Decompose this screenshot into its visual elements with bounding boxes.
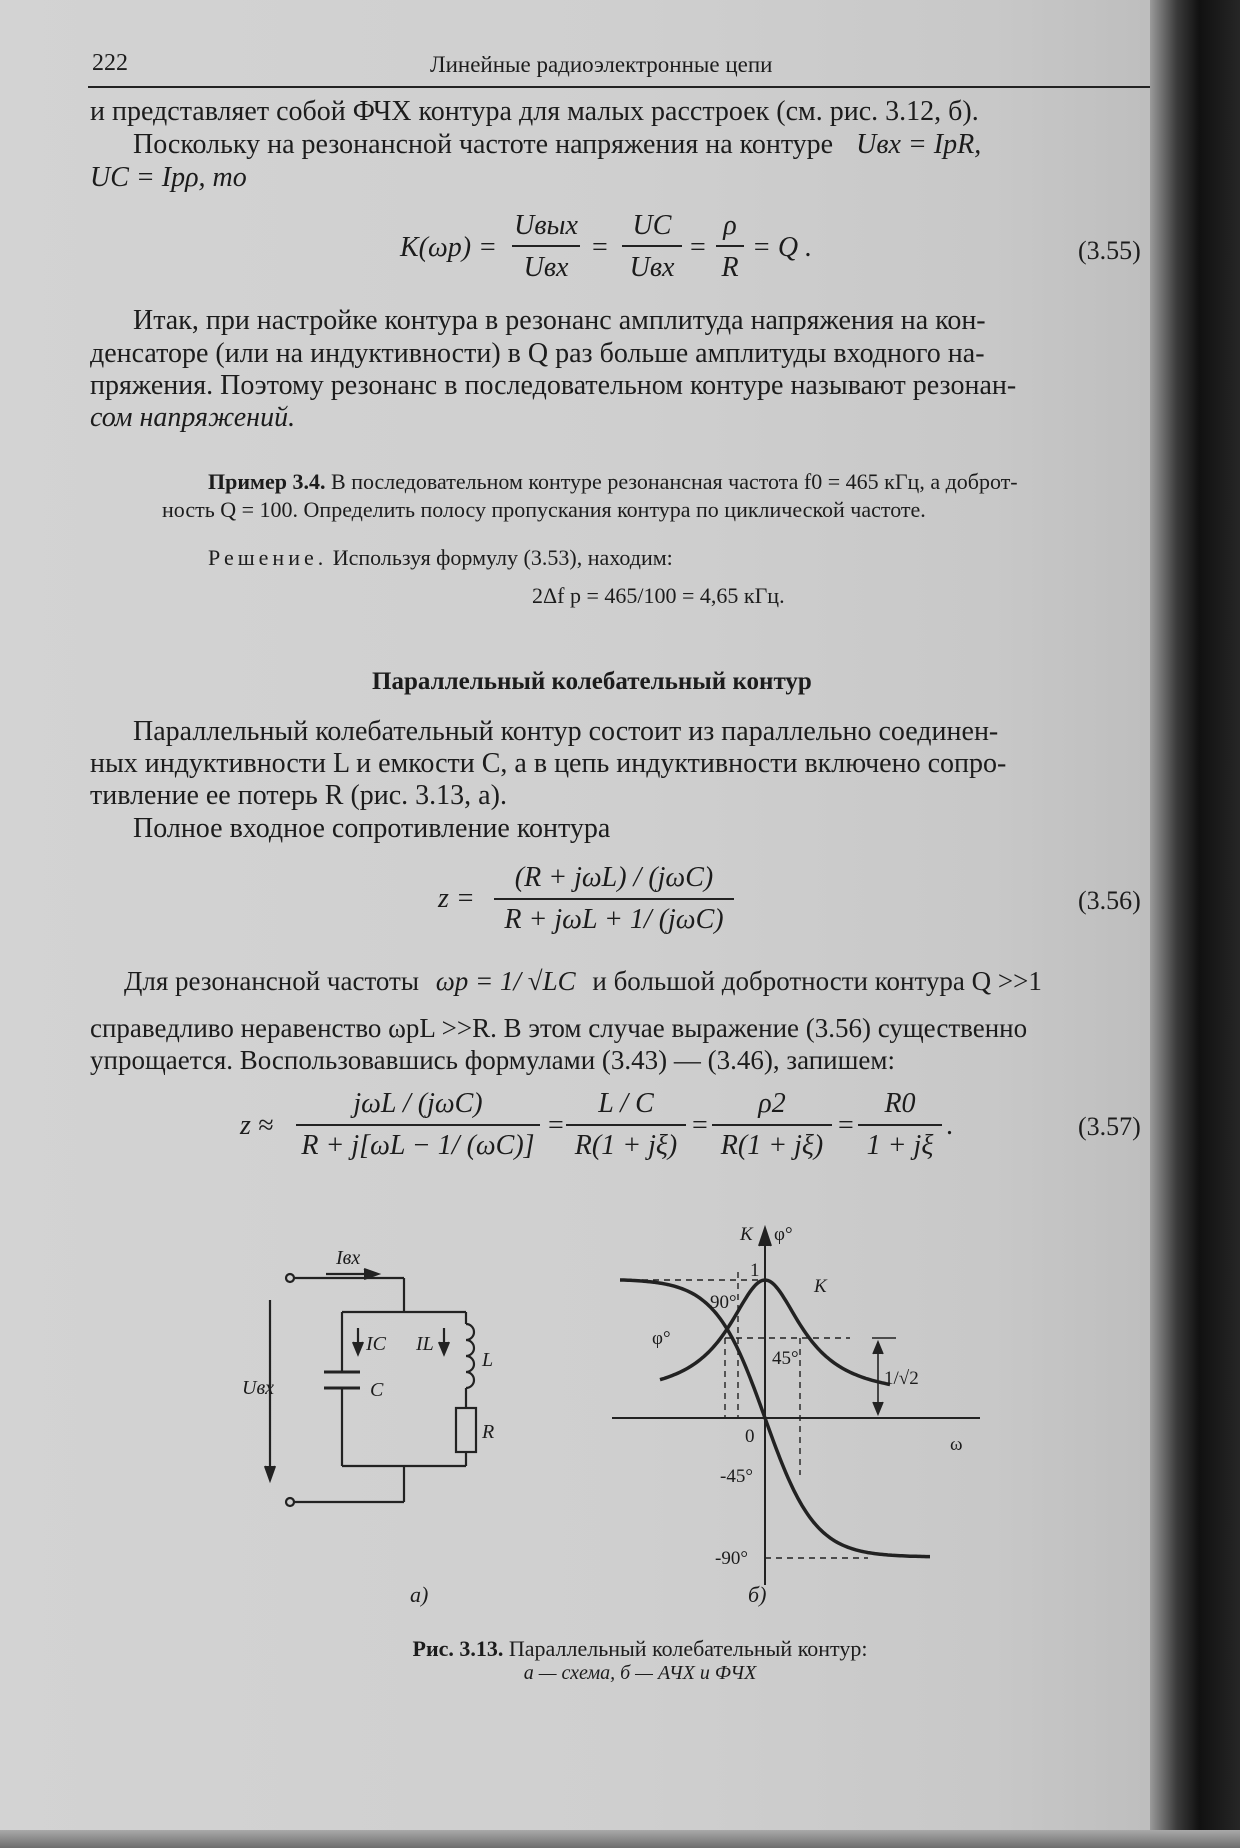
p2-line1: Итак, при настройке контура в резонанс амплитуда напряжения на кон- — [133, 305, 986, 336]
eq355-tail: = Q . — [752, 232, 813, 263]
p1-line2-text: Поскольку на резонансной частоте напряжения на контуре — [133, 129, 834, 160]
p3-line1-pre: Для резонансной частоты — [124, 966, 419, 996]
tick-0: 0 — [745, 1426, 755, 1447]
eq357-lhs: z ≈ — [240, 1110, 274, 1141]
eq357-f1-bar — [296, 1124, 540, 1126]
eq357-eq3: = — [838, 1110, 854, 1141]
inductor-coil — [466, 1324, 474, 1388]
eq357-f2-den: R(1 + jξ) — [574, 1130, 678, 1161]
label-k-curve: K — [814, 1276, 827, 1297]
axis-k-label: K — [740, 1224, 753, 1245]
section-p2: Полное входное сопротивление контура — [133, 813, 611, 844]
solution-text: Используя формулу (3.53), находим: — [332, 545, 673, 570]
label-45-deg: 45° — [772, 1348, 799, 1369]
eq357-f1-num: jωL / (jωC) — [353, 1088, 483, 1119]
example-label: Пример 3.4. — [208, 469, 326, 494]
eq355-number: (3.55) — [1078, 236, 1141, 265]
eq356-num: (R + jωL) / (jωC) — [514, 862, 714, 893]
label-inv-sqrt2: 1/√2 — [884, 1368, 919, 1389]
label-i-l: IL — [416, 1333, 434, 1355]
eq357-f4-bar — [858, 1124, 942, 1126]
p2-line3: пряжения. Поэтому резонанс в последовательном контуре называют резонан- — [90, 370, 1017, 401]
eq355-f3-bar — [716, 245, 744, 247]
circuit-diagram — [240, 1230, 500, 1530]
solution-line — [208, 544, 673, 571]
eq356-den: R + jωL + 1/ (jωC) — [504, 904, 724, 935]
eq356-number: (3.56) — [1078, 886, 1141, 915]
label-l: L — [482, 1349, 494, 1371]
p3-line1-post: и большой добротности контура Q >>1 — [592, 966, 1042, 996]
input-terminal-top — [286, 1274, 294, 1282]
eq355-eq2: = — [690, 232, 706, 263]
input-terminal-bottom — [286, 1498, 294, 1506]
eq357-f4-num: R0 — [884, 1088, 916, 1119]
eq357-number: (3.57) — [1078, 1112, 1141, 1141]
section-p1-line2: ных индуктивности L и емкости C, а в цепь индуктивности включено сопро- — [90, 748, 1007, 779]
eq357-eq2: = — [692, 1110, 708, 1141]
eq357-eq1: = — [548, 1110, 564, 1141]
eq356-bar — [494, 898, 734, 900]
eq357-f3-num: ρ2 — [758, 1088, 786, 1119]
eq355-f1-den: Uвх — [523, 252, 569, 283]
label-c: C — [370, 1379, 384, 1401]
example-line2: ность Q = 100. Определить полосу пропускания контура по циклической частоте. — [162, 497, 926, 522]
figure-caption — [290, 1636, 990, 1662]
eq355-f1-num: Uвых — [514, 210, 578, 241]
axis-omega-label: ω — [950, 1434, 963, 1455]
eq355-f2-den: Uвх — [629, 252, 675, 283]
eq355-f2-num: UC — [632, 210, 672, 241]
eq357-f4-den: 1 + jξ — [866, 1130, 934, 1161]
label-r: R — [482, 1421, 495, 1443]
figure-caption-line2: а — схема, б — АЧХ и ФЧХ — [523, 1662, 757, 1684]
p1-line1: и представляет собой ФЧХ контура для малых расстроек (см. рис. 3.12, б). — [90, 96, 979, 127]
caption-text: Параллельный колебательный контур: — [508, 1636, 868, 1661]
axis-phi-label: φ° — [774, 1224, 793, 1245]
resistor-box — [456, 1408, 476, 1452]
page-number: 222 — [92, 50, 128, 76]
solution-result: 2Δf р = 465/100 = 4,65 кГц. — [532, 583, 785, 608]
response-graph — [600, 1210, 1000, 1590]
label-u-in: Uвх — [242, 1377, 275, 1399]
subfigure-b-label: б) — [748, 1582, 767, 1607]
p1-line2-expr: Uвх = IрR, — [856, 129, 982, 160]
label-i-in: Iвх — [336, 1247, 361, 1269]
section-p1-line3: тивление ее потерь R (рис. 3.13, а). — [90, 780, 507, 811]
eq355-lhs: K(ωр) = — [400, 232, 497, 263]
example-text1: В последовательном контуре резонансная частота f0 = 465 кГц, а доброт- — [331, 469, 1018, 494]
eq355-f1-bar — [512, 245, 580, 247]
eq357-f3-bar — [712, 1124, 832, 1126]
p2-line2: денсаторе (или на индуктивности) в Q раз больше амплитуды входного на- — [90, 338, 985, 369]
p1-line3: UC = Iрρ, то — [90, 162, 247, 193]
book-binding-shadow — [1150, 0, 1240, 1848]
header-rule — [88, 86, 1152, 88]
p1-line2 — [133, 129, 981, 160]
section-heading: Параллельный колебательный контур — [372, 668, 812, 695]
eq357-f1-den: R + j[ωL − 1/ (ωC)] — [301, 1130, 535, 1161]
eq355-eq1: = — [592, 232, 608, 263]
label-i-c: IC — [366, 1333, 386, 1355]
p3-line2: справедливо неравенство ωрL >>R. В этом случае выражение (3.56) существенно — [90, 1013, 1028, 1043]
tick-minus-45: -45° — [720, 1466, 753, 1487]
eq355-f3-den: R — [721, 252, 739, 283]
eq357-f2-bar — [566, 1124, 686, 1126]
eq355-f2-bar — [622, 245, 682, 247]
p3-line3: упрощается. Воспользовавшись формулами (3.43) — (3.46), запишем: — [90, 1045, 895, 1075]
example-line1 — [208, 468, 1018, 495]
label-phi-curve: φ° — [652, 1328, 671, 1349]
eq355-f3-num: ρ — [723, 210, 737, 241]
running-title: Линейные радиоэлектронные цепи — [430, 52, 773, 77]
p3-line1 — [124, 966, 1042, 997]
p3-line1-expr: ωр = 1/ √LC — [435, 966, 576, 996]
subfigure-a-label: а) — [410, 1582, 429, 1607]
bottom-edge-shadow — [0, 1830, 1240, 1848]
solution-label: Решение. — [208, 545, 328, 570]
eq357-f2-num: L / C — [598, 1088, 654, 1119]
eq357-dot: . — [946, 1110, 953, 1141]
p2-line4: сом напряжений. — [90, 402, 296, 433]
tick-1: 1 — [750, 1260, 760, 1281]
tick-minus-90: -90° — [715, 1548, 748, 1569]
section-p1-line1: Параллельный колебательный контур состоит из параллельно соединен- — [133, 716, 999, 747]
eq356-lhs: z = — [438, 883, 475, 914]
eq357-f3-den: R(1 + jξ) — [720, 1130, 824, 1161]
caption-label: Рис. 3.13. — [412, 1636, 504, 1661]
label-90-deg: 90° — [710, 1292, 737, 1313]
